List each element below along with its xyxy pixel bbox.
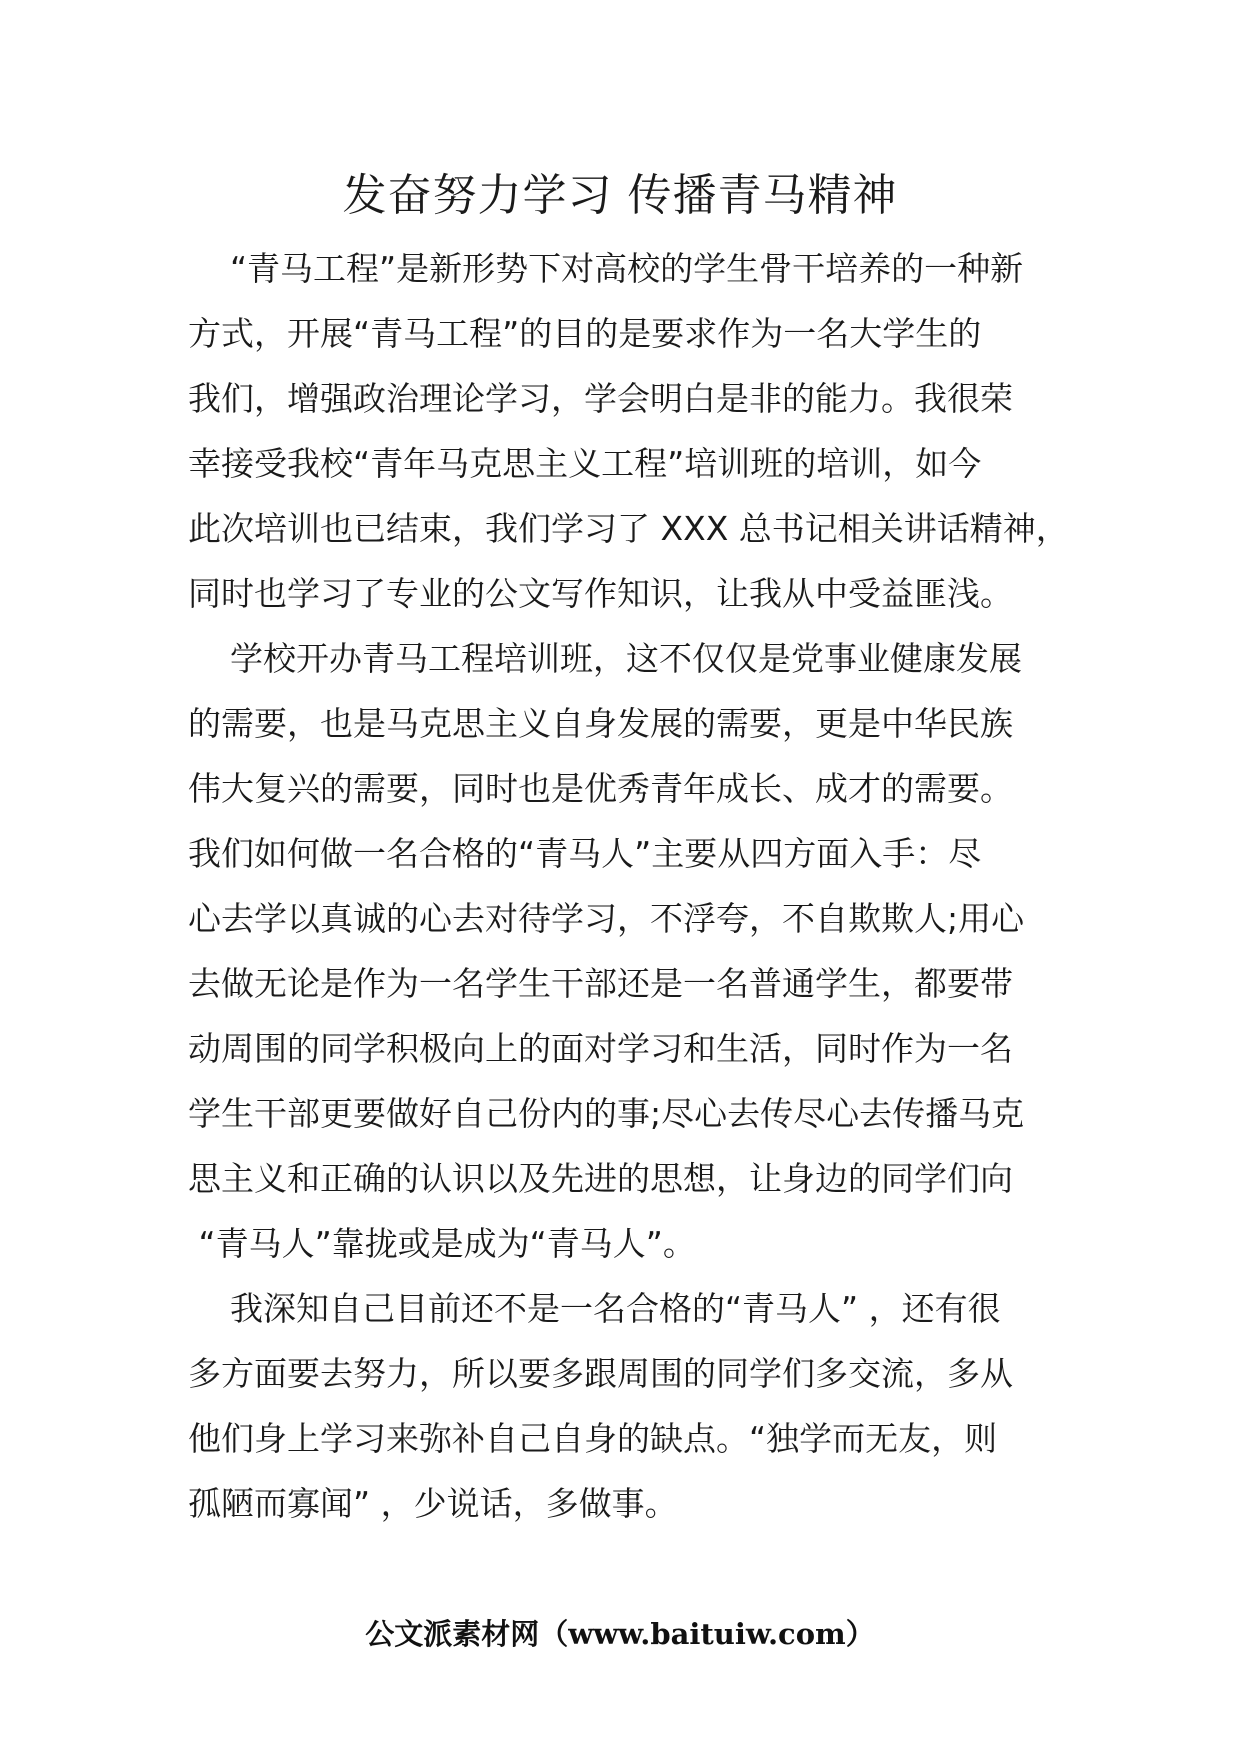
body-line: 我们如何做一名合格的“青马人”主要从四方面入手：尽	[188, 834, 982, 873]
body-line: 去做无论是作为一名学生干部还是一名普通学生，都要带	[188, 964, 1013, 1003]
body-line: 我深知自己目前还不是一名合格的“青马人” ，还有很	[188, 1289, 1001, 1328]
footer-source: 公文派素材网（www.baituiw.com）	[365, 1617, 875, 1651]
body-line: “青马人”靠拢或是成为“青马人”。	[188, 1224, 696, 1263]
document-title: 发奋努力学习 传播青马精神	[342, 170, 898, 221]
body-line: 他们身上学习来弥补自己自身的缺点。“独学而无友，则	[188, 1419, 998, 1458]
body-line: 学生干部更要做好自己份内的事;尽心去传尽心去传播马克	[188, 1094, 1025, 1133]
body-line: 方式，开展“青马工程”的目的是要求作为一名大学生的	[188, 314, 982, 353]
body-line: “青马工程”是新形势下对高校的学生骨干培养的一种新	[188, 249, 1024, 288]
body-line: 同时也学习了专业的公文写作知识，让我从中受益匪浅。	[188, 574, 1013, 613]
body-line: 伟大复兴的需要，同时也是优秀青年成长、成才的需要。	[188, 769, 1013, 808]
body-line: 的需要，也是马克思主义自身发展的需要，更是中华民族	[188, 704, 1013, 743]
body-line: 学校开办青马工程培训班，这不仅仅是党事业健康发展	[188, 639, 1022, 678]
body-line: 动周围的同学积极向上的面对学习和生活，同时作为一名	[188, 1029, 1013, 1068]
body-line: 幸接受我校“青年马克思主义工程”培训班的培训，如今	[188, 444, 982, 483]
body-line: 孤陋而寡闻” ，少说话，多做事。	[188, 1484, 678, 1523]
body-line: 思主义和正确的认识以及先进的思想，让身边的同学们向	[188, 1159, 1013, 1198]
body-line: 我们，增强政治理论学习，学会明白是非的能力。我很荣	[188, 379, 1013, 418]
body-line: 此次培训也已结束，我们学习了 XXX 总书记相关讲话精神，	[188, 509, 1069, 548]
document-body	[188, 236, 1068, 1536]
body-line: 多方面要去努力，所以要多跟周围的同学们多交流，多从	[188, 1354, 1013, 1393]
body-line: 心去学以真诚的心去对待学习，不浮夸，不自欺欺人;用心	[188, 899, 1025, 938]
